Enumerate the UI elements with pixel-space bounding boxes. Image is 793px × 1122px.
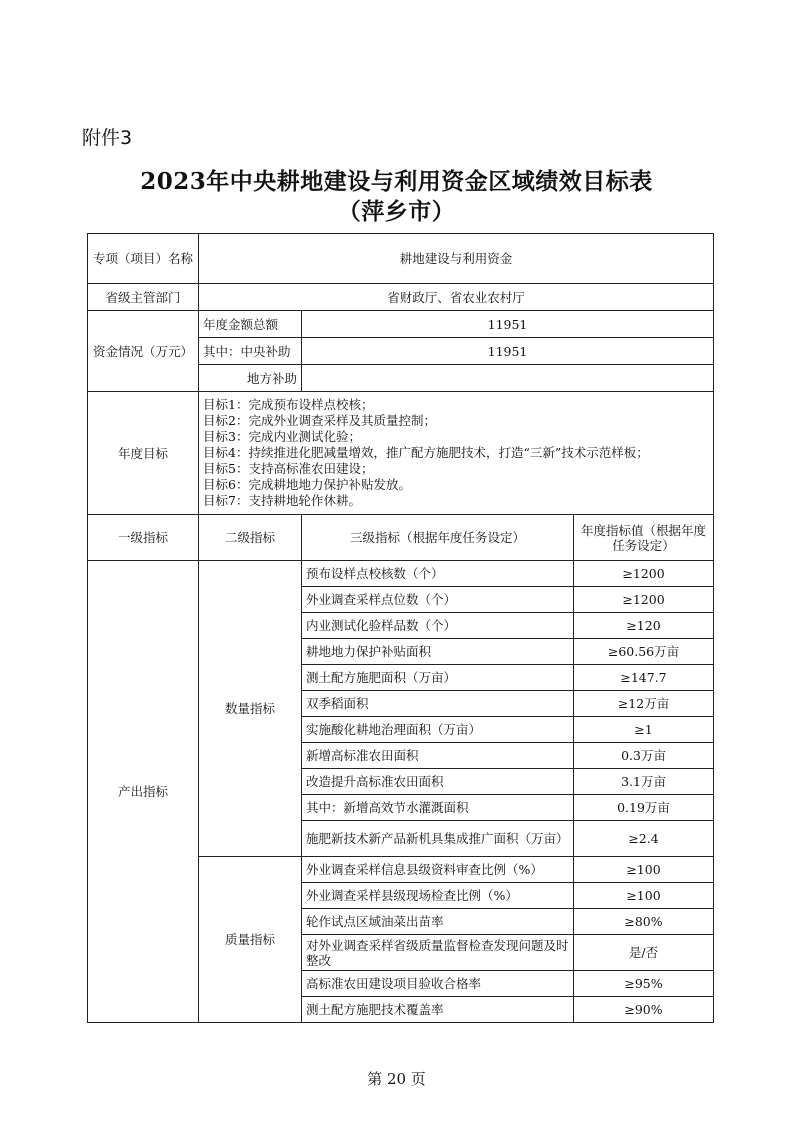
local-subsidy-value: [302, 365, 714, 392]
indicator-name: 高标准农田建设项目验收合格率: [302, 971, 574, 997]
indicator-value: 3.1万亩: [574, 769, 714, 795]
indicator-name: 对外业调查采样省级质量监督检查发现问题及时整改: [302, 935, 574, 971]
document-title: 2023年中央耕地建设与利用资金区域绩效目标表: [140, 168, 653, 195]
quality-indicator-label: 质量指标: [199, 857, 302, 1023]
department-label: 省级主管部门: [88, 284, 199, 311]
central-subsidy-label: 其中：中央补助: [199, 338, 302, 365]
indicator-value: ≥100: [574, 883, 714, 909]
indicator-value: ≥1200: [574, 587, 714, 613]
indicator-name: 实施酸化耕地治理面积（万亩）: [302, 717, 574, 743]
indicator-value: ≥1200: [574, 561, 714, 587]
page-number: 第 20 页: [367, 1070, 426, 1088]
indicator-value: ≥12万亩: [574, 691, 714, 717]
indicator-name: 双季稻面积: [302, 691, 574, 717]
row-annual-goals: [88, 392, 714, 515]
goal-item: 目标4：持续推进化肥减量增效，推广配方施肥技术，打造“三新”技术示范样板；: [203, 445, 649, 460]
header-value: 年度指标值（根据年度任务设定）: [574, 515, 714, 561]
header-level1: 一级指标: [88, 515, 199, 561]
indicator-value: ≥1: [574, 717, 714, 743]
annual-total-value: 11951: [302, 311, 714, 338]
performance-target-table: [87, 233, 714, 1023]
indicator-value: ≥2.4: [574, 821, 714, 857]
annual-total-label: 年度金额总额: [199, 311, 302, 338]
local-subsidy-label: 地方补助: [199, 365, 302, 392]
indicator-value: ≥80%: [574, 909, 714, 935]
header-level3: 三级指标（根据年度任务设定）: [302, 515, 574, 561]
indicator-name: 外业调查采样信息县级资料审查比例（%）: [302, 857, 574, 883]
header-level2: 二级指标: [199, 515, 302, 561]
indicator-value: ≥147.7: [574, 665, 714, 691]
project-name-label: 专项（项目）名称: [88, 234, 199, 284]
table-body: [88, 234, 714, 1023]
document-subtitle-city: （萍乡市）: [337, 198, 456, 225]
goal-item: 目标2：完成外业调查采样及其质量控制；: [203, 413, 436, 428]
goal-item: 目标3：完成内业测试化验；: [203, 429, 361, 444]
indicator-value: ≥95%: [574, 971, 714, 997]
indicator-value: 0.3万亩: [574, 743, 714, 769]
department-value: 省财政厅、省农业农村厅: [199, 284, 714, 311]
quantity-indicator-label: 数量指标: [199, 561, 302, 857]
goal-item: 目标6：完成耕地地力保护补贴发放。: [203, 477, 411, 492]
indicator-name: 改造提升高标准农田面积: [302, 769, 574, 795]
row-project-name: [88, 234, 714, 284]
indicator-value: 是/否: [574, 935, 714, 971]
central-subsidy-value: 11951: [302, 338, 714, 365]
indicator-name: 轮作试点区域油菜出苗率: [302, 909, 574, 935]
indicator-name: 外业调查采样县级现场检查比例（%）: [302, 883, 574, 909]
goal-item: 目标1：完成预布设样点校核；: [203, 397, 374, 412]
project-name-value: 耕地建设与利用资金: [199, 234, 714, 284]
goal-item: 目标5：支持高标准农田建设；: [203, 461, 374, 476]
indicator-value: 0.19万亩: [574, 795, 714, 821]
row-department: [88, 284, 714, 311]
annual-goals-label: 年度目标: [88, 392, 199, 515]
table-row: [88, 561, 714, 587]
indicator-name: 测土配方施肥面积（万亩）: [302, 665, 574, 691]
indicator-name: 施肥新技术新产品新机具集成推广面积（万亩）: [302, 821, 574, 857]
indicator-name: 其中：新增高效节水灌溉面积: [302, 795, 574, 821]
funds-label: 资金情况（万元）: [88, 311, 199, 392]
attachment-label: 附件3: [82, 127, 133, 149]
indicator-name: 测土配方施肥技术覆盖率: [302, 997, 574, 1023]
indicator-name: 预布设样点校核数（个）: [302, 561, 574, 587]
annual-goals-list: [199, 392, 714, 515]
indicator-name: 耕地地力保护补贴面积: [302, 639, 574, 665]
row-annual-total: [88, 311, 714, 338]
output-indicator-label: 产出指标: [88, 561, 199, 1023]
indicator-name: 新增高标准农田面积: [302, 743, 574, 769]
indicator-value: ≥120: [574, 613, 714, 639]
indicator-value: ≥90%: [574, 997, 714, 1023]
indicator-value: ≥100: [574, 857, 714, 883]
indicator-value: ≥60.56万亩: [574, 639, 714, 665]
goal-item: 目标7：支持耕地轮作休耕。: [203, 493, 361, 508]
indicator-name: 外业调查采样点位数（个）: [302, 587, 574, 613]
indicator-name: 内业测试化验样品数（个）: [302, 613, 574, 639]
row-header: [88, 515, 714, 561]
